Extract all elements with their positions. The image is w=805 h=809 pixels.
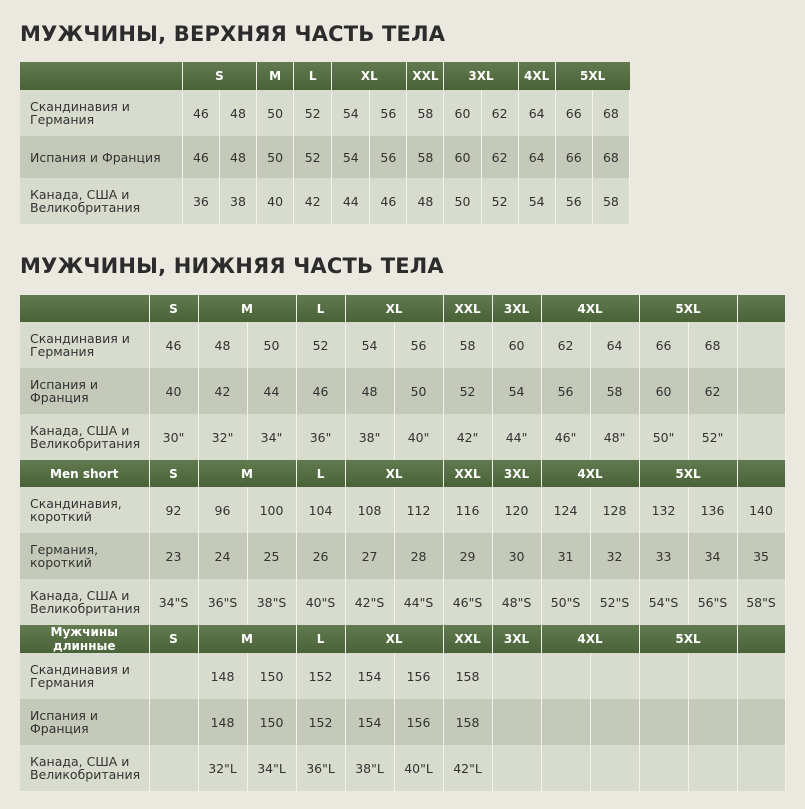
size-cell: 150 <box>247 699 296 745</box>
size-cell: 32"L <box>198 745 247 791</box>
size-cell: 154 <box>345 653 394 699</box>
size-S: S <box>149 460 198 487</box>
size-cell: 32" <box>198 414 247 460</box>
size-cell: 34"L <box>247 745 296 791</box>
size-cell: 58 <box>407 90 444 136</box>
size-S: S <box>149 625 198 653</box>
size-cell: 68 <box>688 322 737 368</box>
size-cell: 42 <box>198 368 247 414</box>
table-row <box>20 368 785 414</box>
size-4XL: 4XL <box>541 460 639 487</box>
size-cell: 48" <box>590 414 639 460</box>
size-cell: 52 <box>443 368 492 414</box>
size-cell: 148 <box>198 699 247 745</box>
header-label: Men short <box>20 460 149 487</box>
size-M: M <box>198 625 296 653</box>
size-cell <box>541 745 590 791</box>
size-cell: 60 <box>444 136 481 178</box>
size-cell: 62 <box>688 368 737 414</box>
table-row <box>20 699 785 745</box>
size-cell: 128 <box>590 487 639 533</box>
size-cell <box>492 699 541 745</box>
table-row <box>20 322 785 368</box>
size-cell: 152 <box>296 699 345 745</box>
size-cell: 58 <box>443 322 492 368</box>
size-header-row <box>20 62 630 90</box>
size-cell: 52 <box>296 322 345 368</box>
size-cell <box>639 745 688 791</box>
size-cell: 158 <box>443 699 492 745</box>
size-cell <box>492 745 541 791</box>
size-cell: 40 <box>257 178 294 224</box>
size-cell: 48"S <box>492 579 541 625</box>
size-cell: 38"S <box>247 579 296 625</box>
size-M: M <box>257 62 294 90</box>
size-cell <box>149 745 198 791</box>
size-cell: 64 <box>518 136 555 178</box>
size-cell: 40"S <box>296 579 345 625</box>
size-cell: 31 <box>541 533 590 579</box>
size-XL: XL <box>345 460 443 487</box>
size-cell: 156 <box>394 653 443 699</box>
size-cell: 40 <box>149 368 198 414</box>
size-cell: 56 <box>370 136 407 178</box>
size-cell: 58 <box>407 136 444 178</box>
row-label: Германия, короткий <box>20 533 149 579</box>
size-cell: 48 <box>198 322 247 368</box>
size-cell: 44" <box>492 414 541 460</box>
size-cell: 50 <box>257 136 294 178</box>
size-cell: 96 <box>198 487 247 533</box>
size-cell: 64 <box>518 90 555 136</box>
table-row <box>20 533 785 579</box>
size-cell: 38 <box>219 178 256 224</box>
size-cell: 52 <box>481 178 518 224</box>
size-cell: 34 <box>688 533 737 579</box>
size-cell <box>590 699 639 745</box>
size-cell: 46 <box>149 322 198 368</box>
size-cell: 28 <box>394 533 443 579</box>
size-cell: 66 <box>555 136 592 178</box>
size-cell: 42"S <box>345 579 394 625</box>
size-cell <box>541 699 590 745</box>
size-cell: 23 <box>149 533 198 579</box>
size-cell: 46 <box>182 90 219 136</box>
size-cell <box>737 414 785 460</box>
size-L: L <box>296 460 345 487</box>
size-cell: 48 <box>407 178 444 224</box>
size-cell: 66 <box>555 90 592 136</box>
size-cell: 40"L <box>394 745 443 791</box>
size-cell: 54"S <box>639 579 688 625</box>
size-S: S <box>182 62 256 90</box>
table-row <box>20 136 630 178</box>
size-cell: 25 <box>247 533 296 579</box>
size-cell: 27 <box>345 533 394 579</box>
size-cell <box>639 699 688 745</box>
size-M: M <box>198 460 296 487</box>
size-cell: 60 <box>492 322 541 368</box>
size-cell: 24 <box>198 533 247 579</box>
size-cell: 108 <box>345 487 394 533</box>
size-cell: 54 <box>492 368 541 414</box>
size-cell: 54 <box>345 322 394 368</box>
size-cell: 60 <box>444 90 481 136</box>
size-cell <box>149 699 198 745</box>
size-3XL: 3XL <box>492 295 541 322</box>
size-cell: 140 <box>737 487 785 533</box>
size-cell: 158 <box>443 653 492 699</box>
row-label: Скандинавия и Германия <box>20 322 149 368</box>
size-extra <box>737 625 785 653</box>
size-cell: 62 <box>541 322 590 368</box>
size-L: L <box>296 295 345 322</box>
size-cell: 120 <box>492 487 541 533</box>
size-cell: 58"S <box>737 579 785 625</box>
size-L: L <box>294 62 332 90</box>
size-cell: 56 <box>541 368 590 414</box>
size-cell: 156 <box>394 699 443 745</box>
size-XL: XL <box>345 625 443 653</box>
size-cell: 36"S <box>198 579 247 625</box>
header-label <box>20 295 149 322</box>
size-cell <box>737 322 785 368</box>
size-4XL: 4XL <box>541 295 639 322</box>
size-header-row <box>20 295 785 322</box>
size-cell: 52" <box>688 414 737 460</box>
size-cell: 42"L <box>443 745 492 791</box>
size-cell: 29 <box>443 533 492 579</box>
size-cell: 48 <box>219 90 256 136</box>
size-extra <box>737 295 785 322</box>
size-cell: 38" <box>345 414 394 460</box>
size-cell: 30 <box>492 533 541 579</box>
size-extra <box>737 460 785 487</box>
size-M: M <box>198 295 296 322</box>
upper-body-title: МУЖЧИНЫ, ВЕРХНЯЯ ЧАСТЬ ТЕЛА <box>20 22 446 46</box>
size-cell: 40" <box>394 414 443 460</box>
size-cell: 62 <box>481 136 518 178</box>
size-cell: 68 <box>592 136 629 178</box>
size-cell: 116 <box>443 487 492 533</box>
size-4XL: 4XL <box>518 62 555 90</box>
header-label <box>20 62 182 90</box>
size-4XL: 4XL <box>541 625 639 653</box>
table-row <box>20 579 785 625</box>
size-cell: 50" <box>639 414 688 460</box>
row-label: Канада, США и Великобритания <box>20 579 149 625</box>
size-5XL: 5XL <box>639 295 737 322</box>
size-cell <box>149 653 198 699</box>
size-cell: 68 <box>592 90 629 136</box>
table-row <box>20 90 630 136</box>
size-cell: 148 <box>198 653 247 699</box>
row-label: Канада, США и Великобритания <box>20 178 182 224</box>
size-cell: 46 <box>182 136 219 178</box>
size-cell: 132 <box>639 487 688 533</box>
header-label: Мужчины длинные <box>20 625 149 653</box>
size-cell <box>639 653 688 699</box>
size-cell: 56 <box>555 178 592 224</box>
size-XXL: XXL <box>443 460 492 487</box>
size-cell <box>590 745 639 791</box>
row-label: Скандинавия и Германия <box>20 90 182 136</box>
size-cell: 48 <box>219 136 256 178</box>
size-cell <box>737 653 785 699</box>
size-cell: 52"S <box>590 579 639 625</box>
size-cell: 60 <box>639 368 688 414</box>
table-row <box>20 745 785 791</box>
size-cell: 46"S <box>443 579 492 625</box>
size-cell: 42 <box>294 178 332 224</box>
size-cell: 100 <box>247 487 296 533</box>
size-cell: 44 <box>247 368 296 414</box>
size-cell: 54 <box>332 136 370 178</box>
size-cell: 34"S <box>149 579 198 625</box>
size-cell: 50 <box>247 322 296 368</box>
size-cell: 44"S <box>394 579 443 625</box>
size-header-row <box>20 460 785 487</box>
size-cell: 34" <box>247 414 296 460</box>
size-cell: 35 <box>737 533 785 579</box>
table-row <box>20 178 630 224</box>
table-row <box>20 487 785 533</box>
size-cell: 50 <box>394 368 443 414</box>
size-cell: 154 <box>345 699 394 745</box>
size-3XL: 3XL <box>492 460 541 487</box>
size-3XL: 3XL <box>444 62 518 90</box>
size-XXL: XXL <box>443 625 492 653</box>
size-L: L <box>296 625 345 653</box>
size-cell: 52 <box>294 136 332 178</box>
size-XL: XL <box>345 295 443 322</box>
size-cell: 30" <box>149 414 198 460</box>
size-cell: 62 <box>481 90 518 136</box>
size-cell: 33 <box>639 533 688 579</box>
size-cell: 38"L <box>345 745 394 791</box>
size-cell: 50 <box>257 90 294 136</box>
size-XXL: XXL <box>443 295 492 322</box>
size-cell: 112 <box>394 487 443 533</box>
size-cell: 46 <box>296 368 345 414</box>
size-cell <box>541 653 590 699</box>
size-cell <box>737 368 785 414</box>
size-cell: 64 <box>590 322 639 368</box>
size-5XL: 5XL <box>639 460 737 487</box>
size-cell: 104 <box>296 487 345 533</box>
size-5XL: 5XL <box>639 625 737 653</box>
size-cell: 66 <box>639 322 688 368</box>
size-cell: 46 <box>370 178 407 224</box>
row-label: Скандинавия, короткий <box>20 487 149 533</box>
size-cell: 54 <box>518 178 555 224</box>
size-cell <box>688 699 737 745</box>
size-cell: 32 <box>590 533 639 579</box>
size-header-row <box>20 625 785 653</box>
size-cell: 124 <box>541 487 590 533</box>
size-cell: 42" <box>443 414 492 460</box>
size-cell: 56"S <box>688 579 737 625</box>
row-label: Испания и Франция <box>20 368 149 414</box>
size-XL: XL <box>332 62 407 90</box>
size-cell: 150 <box>247 653 296 699</box>
size-cell: 36"L <box>296 745 345 791</box>
size-cell: 54 <box>332 90 370 136</box>
size-cell <box>737 745 785 791</box>
size-XXL: XXL <box>407 62 444 90</box>
size-cell: 136 <box>688 487 737 533</box>
size-cell <box>737 699 785 745</box>
size-cell: 26 <box>296 533 345 579</box>
size-cell: 36" <box>296 414 345 460</box>
lower-body-title: МУЖЧИНЫ, НИЖНЯЯ ЧАСТЬ ТЕЛА <box>20 254 444 278</box>
size-cell: 50"S <box>541 579 590 625</box>
size-cell: 58 <box>592 178 629 224</box>
size-cell: 48 <box>345 368 394 414</box>
upper-body-size-table <box>20 62 630 224</box>
size-cell: 46" <box>541 414 590 460</box>
size-S: S <box>149 295 198 322</box>
size-cell <box>590 653 639 699</box>
size-cell: 52 <box>294 90 332 136</box>
table-row <box>20 653 785 699</box>
size-cell: 44 <box>332 178 370 224</box>
size-cell: 56 <box>394 322 443 368</box>
lower-body-size-table <box>20 295 786 791</box>
size-cell: 152 <box>296 653 345 699</box>
size-cell <box>492 653 541 699</box>
table-row <box>20 414 785 460</box>
size-cell: 36 <box>182 178 219 224</box>
size-5XL: 5XL <box>555 62 629 90</box>
size-cell <box>688 745 737 791</box>
size-cell: 50 <box>444 178 481 224</box>
size-cell: 92 <box>149 487 198 533</box>
size-cell <box>688 653 737 699</box>
row-label: Канада, США и Великобритания <box>20 414 149 460</box>
size-3XL: 3XL <box>492 625 541 653</box>
size-cell: 58 <box>590 368 639 414</box>
row-label: Канада, США и Великобритания <box>20 745 149 791</box>
row-label: Испания и Франция <box>20 699 149 745</box>
size-cell: 56 <box>370 90 407 136</box>
row-label: Скандинавия и Германия <box>20 653 149 699</box>
row-label: Испания и Франция <box>20 136 182 178</box>
